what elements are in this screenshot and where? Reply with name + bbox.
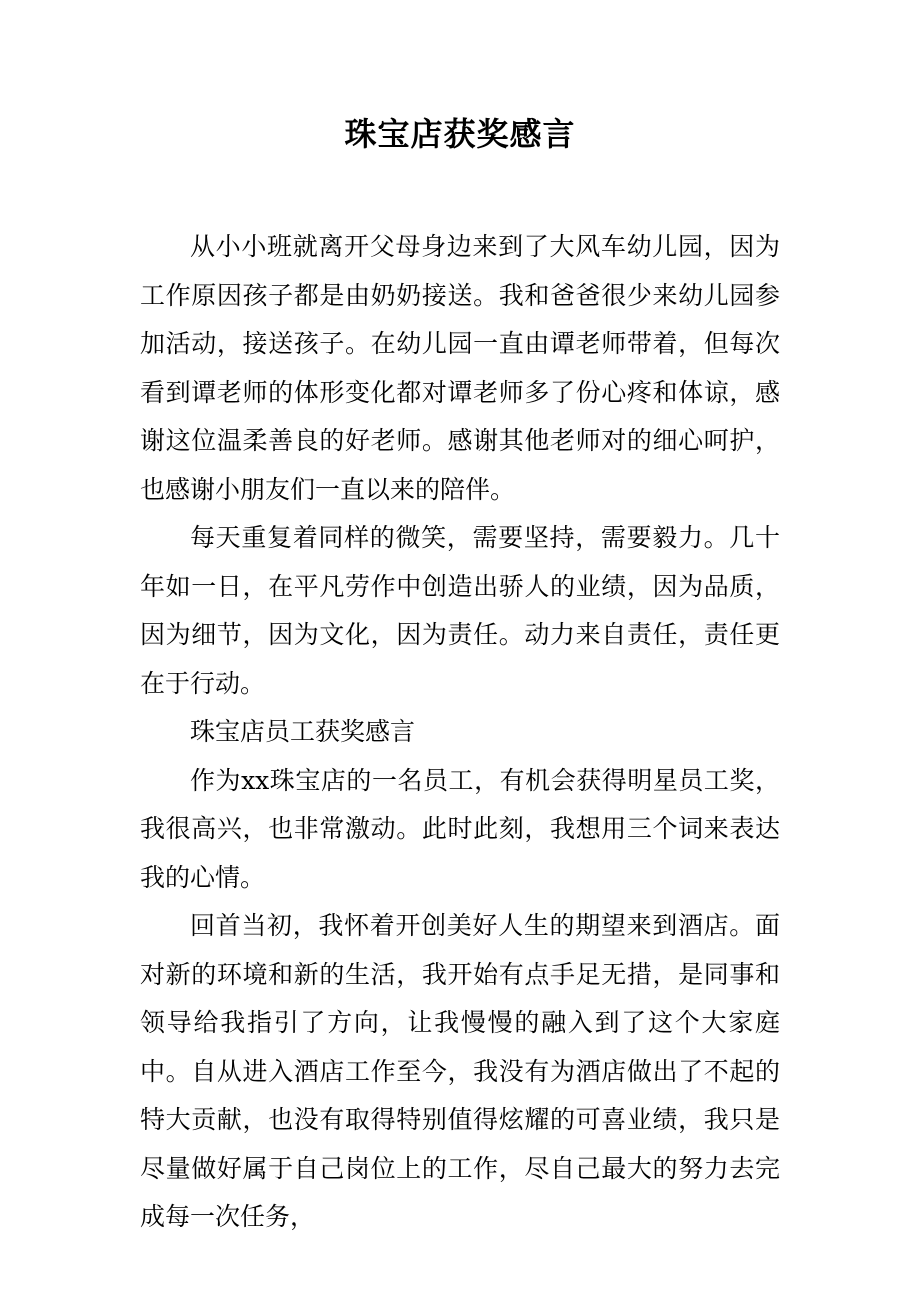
paragraph-looking-back: 回首当初，我怀着开创美好人生的期望来到酒店。面对新的环境和新的生活，我开始有点手足无措，是同事和领导给我指引了方向，让我慢慢的融入到了这个大家庭中。自从进入酒店工作至今，我没有为酒店做出了不起的特大贡献，也没有取得特别值得炫耀的可喜业绩，我只是尽量做好属于自己岗位上的工作，尽自己最大的努力去完成每一次任务， — [140, 911, 780, 1231]
section-subtitle: 珠宝店员工获奖感言 — [190, 717, 416, 746]
paragraph-persistence: 每天重复着同样的微笑，需要坚持，需要毅力。几十年如一日，在平凡劳作中创造出骄人的业绩，因为品质，因为细节，因为文化，因为责任。动力来自责任，责任更在于行动。 — [140, 523, 780, 698]
paragraph-award-intro: 作为xx珠宝店的一名员工，有机会获得明星员工奖，我很高兴，也非常激动。此时此刻，我想用三个词来表达我的心情。 — [140, 765, 780, 892]
paragraph-kindergarten-thanks: 从小小班就离开父母身边来到了大风车幼儿园，因为工作原因孩子都是由奶奶接送。我和爸爸很少来幼儿园参加活动，接送孩子。在幼儿园一直由谭老师带着，但每次看到谭老师的体形变化都对谭老师多了份心疼和体谅，感谢这位温柔善良的好老师。感谢其他老师对的细心呵护，也感谢小朋友们一直以来的陪伴。 — [140, 232, 780, 504]
document-title: 珠宝店获奖感言 — [344, 115, 576, 153]
document-body — [140, 223, 780, 1242]
